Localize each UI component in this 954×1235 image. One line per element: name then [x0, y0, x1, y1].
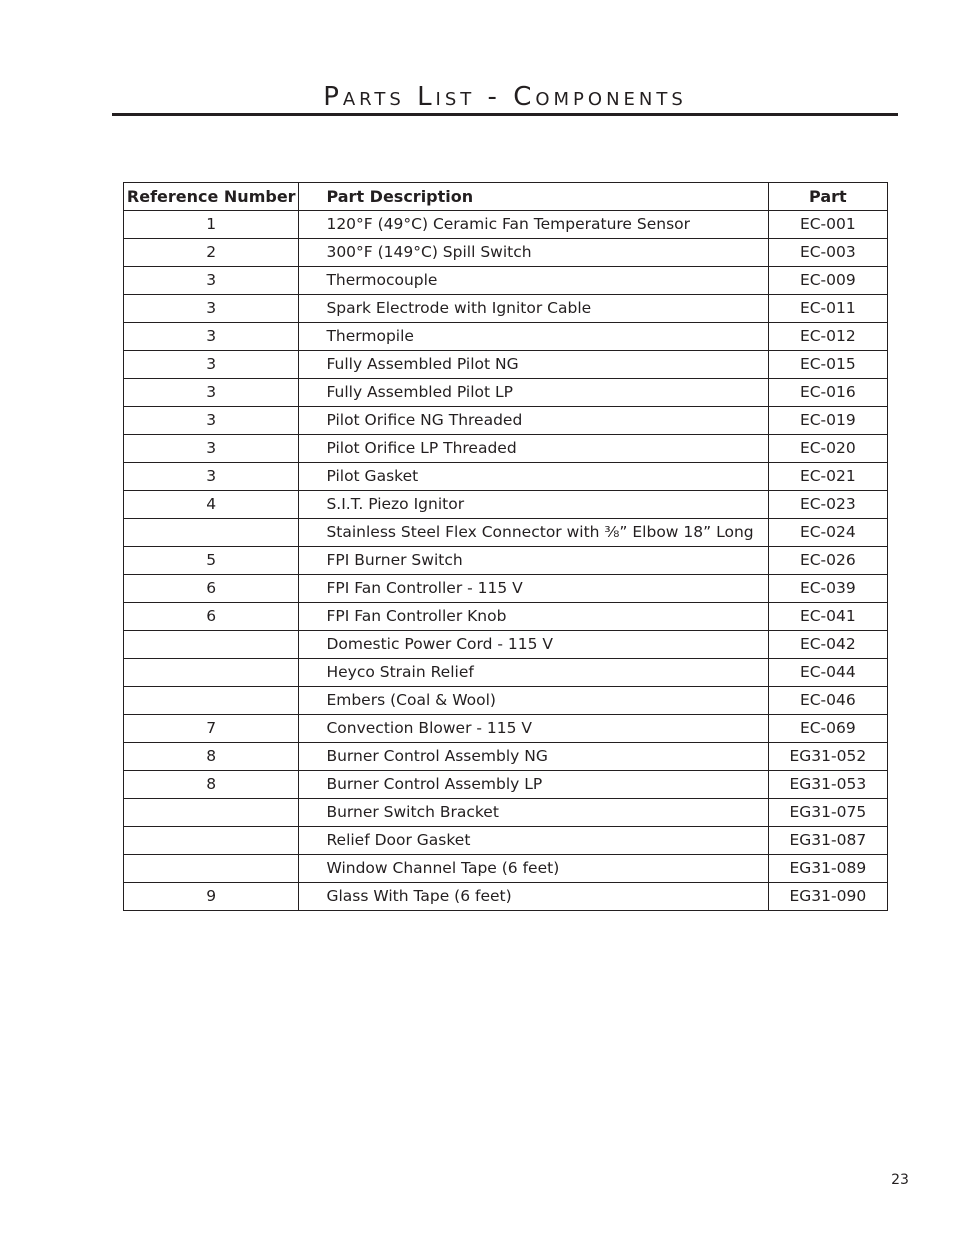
part-number-cell: EC-001 [768, 211, 887, 239]
part-number-cell: EC-009 [768, 267, 887, 295]
part-number-cell: EC-042 [768, 631, 887, 659]
reference-number-cell: 3 [124, 379, 299, 407]
part-description-cell: Burner Switch Bracket [299, 799, 768, 827]
table-row [124, 799, 888, 827]
reference-number-cell [124, 687, 299, 715]
reference-number-cell: 8 [124, 771, 299, 799]
part-description-cell: S.I.T. Piezo Ignitor [299, 491, 768, 519]
parts-table-body [124, 211, 888, 911]
reference-number-cell: 4 [124, 491, 299, 519]
header-part-description: Part Description [299, 183, 768, 211]
table-row [124, 547, 888, 575]
part-description-cell: FPI Burner Switch [299, 547, 768, 575]
reference-number-cell: 3 [124, 295, 299, 323]
reference-number-cell: 8 [124, 743, 299, 771]
table-row [124, 743, 888, 771]
part-number-cell: EG31-053 [768, 771, 887, 799]
part-description-cell: Embers (Coal & Wool) [299, 687, 768, 715]
reference-number-cell: 3 [124, 435, 299, 463]
reference-number-cell: 3 [124, 351, 299, 379]
part-description-cell: Thermopile [299, 323, 768, 351]
part-description-cell: Burner Control Assembly NG [299, 743, 768, 771]
part-description-cell: Fully Assembled Pilot NG [299, 351, 768, 379]
part-number-cell: EC-026 [768, 547, 887, 575]
part-number-cell: EC-044 [768, 659, 887, 687]
part-number-cell: EC-024 [768, 519, 887, 547]
part-description-cell: 300°F (149°C) Spill Switch [299, 239, 768, 267]
page-number: 23 [891, 1172, 909, 1188]
part-number-cell: EC-021 [768, 463, 887, 491]
reference-number-cell [124, 799, 299, 827]
part-number-cell: EC-016 [768, 379, 887, 407]
table-row [124, 351, 888, 379]
table-row [124, 631, 888, 659]
part-description-cell: Fully Assembled Pilot LP [299, 379, 768, 407]
page-title: Parts List - Components [323, 82, 687, 112]
part-number-cell: EC-041 [768, 603, 887, 631]
part-number-cell: EC-023 [768, 491, 887, 519]
part-number-cell: EC-039 [768, 575, 887, 603]
table-row [124, 519, 888, 547]
reference-number-cell [124, 519, 299, 547]
reference-number-cell: 6 [124, 575, 299, 603]
part-description-cell: FPI Fan Controller - 115 V [299, 575, 768, 603]
table-row [124, 883, 888, 911]
part-description-cell: Stainless Steel Flex Connector with ⅜” Elbow 18” Long [299, 519, 768, 547]
table-row [124, 715, 888, 743]
reference-number-cell: 2 [124, 239, 299, 267]
table-row [124, 211, 888, 239]
part-description-cell: Pilot Gasket [299, 463, 768, 491]
part-description-cell: Pilot Orifice LP Threaded [299, 435, 768, 463]
part-description-cell: Burner Control Assembly LP [299, 771, 768, 799]
reference-number-cell [124, 631, 299, 659]
reference-number-cell [124, 659, 299, 687]
table-row [124, 575, 888, 603]
part-description-cell: Relief Door Gasket [299, 827, 768, 855]
title-rule [112, 113, 898, 116]
part-description-cell: Glass With Tape (6 feet) [299, 883, 768, 911]
part-number-cell: EC-046 [768, 687, 887, 715]
reference-number-cell: 3 [124, 323, 299, 351]
header-part: Part [768, 183, 887, 211]
part-description-cell: Domestic Power Cord - 115 V [299, 631, 768, 659]
part-number-cell: EC-019 [768, 407, 887, 435]
table-row [124, 771, 888, 799]
reference-number-cell [124, 855, 299, 883]
reference-number-cell: 3 [124, 267, 299, 295]
part-description-cell: Pilot Orifice NG Threaded [299, 407, 768, 435]
part-number-cell: EC-020 [768, 435, 887, 463]
table-row [124, 295, 888, 323]
part-number-cell: EG31-089 [768, 855, 887, 883]
table-row [124, 463, 888, 491]
part-description-cell: Window Channel Tape (6 feet) [299, 855, 768, 883]
part-number-cell: EC-012 [768, 323, 887, 351]
part-description-cell: FPI Fan Controller Knob [299, 603, 768, 631]
part-number-cell: EC-003 [768, 239, 887, 267]
part-description-cell: Convection Blower - 115 V [299, 715, 768, 743]
reference-number-cell: 7 [124, 715, 299, 743]
table-row [124, 659, 888, 687]
part-description-cell: Thermocouple [299, 267, 768, 295]
table-row [124, 491, 888, 519]
table-row [124, 603, 888, 631]
part-number-cell: EG31-052 [768, 743, 887, 771]
part-description-cell: Heyco Strain Relief [299, 659, 768, 687]
table-row [124, 407, 888, 435]
reference-number-cell: 1 [124, 211, 299, 239]
table-header-row [124, 183, 888, 211]
table-row [124, 239, 888, 267]
part-number-cell: EG31-075 [768, 799, 887, 827]
part-description-cell: Spark Electrode with Ignitor Cable [299, 295, 768, 323]
part-description-cell: 120°F (49°C) Ceramic Fan Temperature Sensor [299, 211, 768, 239]
part-number-cell: EG31-090 [768, 883, 887, 911]
table-row [124, 379, 888, 407]
reference-number-cell: 3 [124, 407, 299, 435]
table-row [124, 435, 888, 463]
table-row [124, 687, 888, 715]
parts-table [123, 182, 888, 911]
table-row [124, 267, 888, 295]
reference-number-cell: 3 [124, 463, 299, 491]
part-number-cell: EG31-087 [768, 827, 887, 855]
header-reference-number: Reference Number [124, 183, 299, 211]
reference-number-cell: 6 [124, 603, 299, 631]
part-number-cell: EC-015 [768, 351, 887, 379]
reference-number-cell [124, 827, 299, 855]
part-number-cell: EC-069 [768, 715, 887, 743]
part-number-cell: EC-011 [768, 295, 887, 323]
reference-number-cell: 9 [124, 883, 299, 911]
table-row [124, 323, 888, 351]
table-row [124, 855, 888, 883]
table-row [124, 827, 888, 855]
reference-number-cell: 5 [124, 547, 299, 575]
